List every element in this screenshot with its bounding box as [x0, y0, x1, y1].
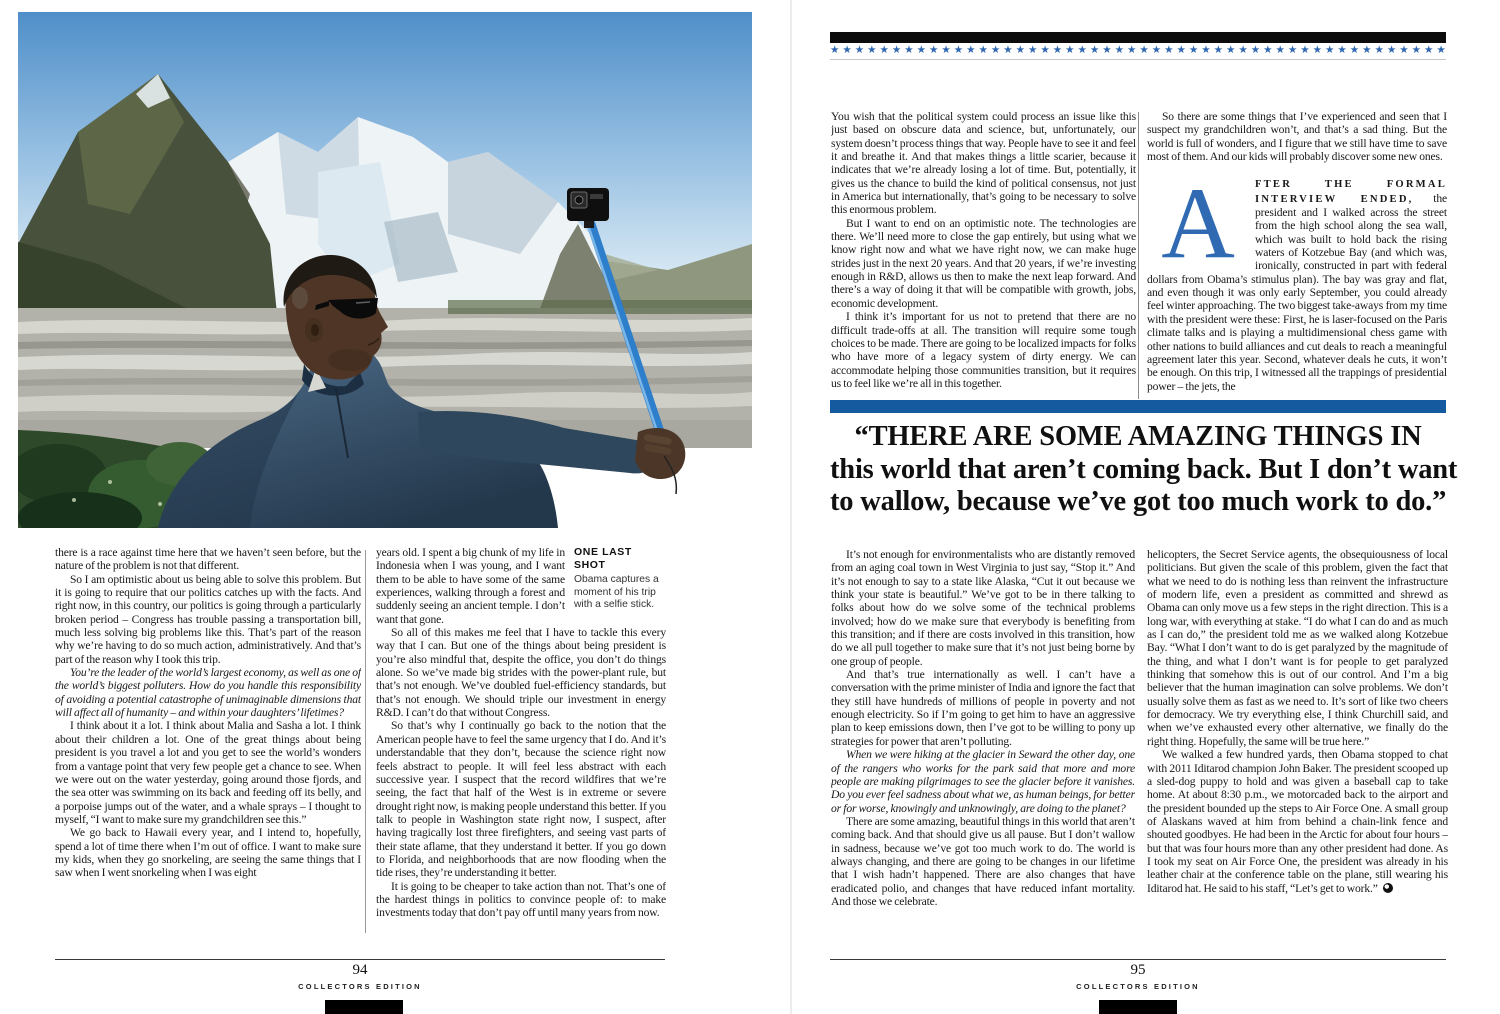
paragraph: So all of this makes me feel that I have to tackle this every way that I can. But one of the things about being president is you’re also mindful that, despite the office, you don’t do things alone. So we’ve made big strides with the power-plant rule, but that’s not enough. We’ve doubled fuel-efficiency standards, but that’s not enough. We should triple our investment in energy R&D. I can’t do that without Congress. — [376, 626, 666, 720]
star-icon: ★ — [1151, 44, 1162, 56]
star-icon: ★ — [1411, 44, 1422, 56]
star-icon: ★ — [916, 44, 927, 56]
right-top-column-rule — [1138, 112, 1139, 399]
paragraph: It’s not enough for environmentalists who are distantly removed from an aging coal town in West Virginia to just say, “Stop it.” And it’s not enough to say to a state like Alaska, “Cut it out because we think your state is beautiful.” We’ve got to be in there talking to folks about how do we solve some of the technical problems involved; how do we make sure that everybody is benefiting from this transition; and if there are costs involved in this transition, how do we all pull together to make sure that it’s not just being borne by one group of people. — [831, 548, 1135, 668]
star-icon: ★ — [1127, 44, 1137, 56]
paragraph: But I want to end on an optimistic note. The technologies are there. We’ll need more to close the gap entirely, but using what we know right now and what we have right now, we can make huge strides just in the next 20 years. And that 20 years, if we’re investing enough in R&D, allows us then to make the next leap forward. And there’s a way of doing it that will be compatible with growth, jobs, economic development. — [831, 216, 1136, 310]
drop-cap-letter: A — [1161, 167, 1235, 281]
paragraph: There are some amazing, beautiful things in this world that aren’t coming back. And that should give us all pause. But I don’t wallow in sadness, because we’ve got too much work to do. The world is always changing, and there are going to be changes in our lifetime that I wish hadn’t happened. There are also changes that have eradicated polio, and changes that have reduced infant mortality. And those we celebrate. — [831, 814, 1135, 908]
paragraph: So there are some things that I’ve experienced and seen that I suspect my grandchildren won’t, and that’s a sad thing. But the world is full of wonders, and I figure that we still have time to save most of them. And our kids will probably discover some new ones. — [1147, 110, 1447, 164]
left-footer-mark — [325, 1000, 403, 1014]
left-footer-rule — [55, 959, 665, 960]
right-page-top-right-column — [1147, 110, 1447, 402]
ear-inner — [311, 324, 319, 336]
star-icon: ★ — [1287, 44, 1298, 56]
photo-caption — [574, 546, 666, 612]
star-icon: ★ — [1386, 44, 1397, 56]
star-icon: ★ — [842, 44, 852, 56]
star-icon: ★ — [990, 44, 1001, 56]
star-icon: ★ — [1003, 44, 1013, 56]
right-edition-label: COLLECTORS EDITION — [1076, 982, 1200, 991]
gray-hair-fleck — [292, 287, 308, 309]
star-icon: ★ — [1300, 44, 1310, 56]
left-column-rule — [365, 550, 366, 933]
star-icon: ★ — [1028, 44, 1038, 56]
star-icon: ★ — [1089, 44, 1100, 56]
left-page-column-1 — [55, 546, 361, 938]
star-band-rule — [830, 59, 1446, 60]
star-icon: ★ — [1312, 44, 1323, 56]
star-icon: ★ — [1325, 44, 1335, 56]
paragraph: I think it’s important for us not to pretend that there are no difficult trade-offs at all. The transition will require some tough choices to be made. There are going to be localized impacts for folks who have more of a legacy system of dirty energy. We can accommodate helping those communities transition, but it requires us to feel like we’re all in this together. — [831, 310, 1136, 390]
star-icon: ★ — [1015, 44, 1026, 56]
star-icon: ★ — [1164, 44, 1174, 56]
paragraph: So that’s why I continually go back to the notion that the American people have to feel the same urgency that I do. And it’s understandable that they don’t, because the science right now feels abstract to people. It will feel less abstract with each successive year. I suspect that the record wildfires that we’re seeing, the fact that half of the West is in extreme or severe drought right now, is making people understand this better. If you talk to people in Washington state right now, I suspect, after having tragically lost three firefighters, and seeing vast parts of their state aflame, that they understand it better. If you go down to Florida, and neighborhoods that are now flooding when the tide rises, they’re understanding it better. — [376, 719, 666, 880]
star-icon: ★ — [830, 44, 840, 56]
star-icon: ★ — [978, 44, 988, 56]
pull-quote-line: “THERE ARE SOME AMAZING THINGS IN — [854, 421, 1422, 452]
star-icon: ★ — [891, 44, 902, 56]
paragraph: It is going to be cheaper to take action than not. That’s one of the hardest things in politics to convince people of: to make investments today that don’t pay off until many years from now. — [376, 879, 666, 920]
pull-quote-line: this world that aren’t coming back. But I don’t want — [830, 453, 1458, 485]
paragraph: years old. I spent a big chunk of my life in Indonesia when I was young, and I want them to be able to have some of the same experiences, walking through a forest and suddenly seeing an ancient temple. I don’t want that gone. — [376, 546, 565, 626]
paragraph: I think about it a lot. I think about Malia and Sasha a lot. I think about their children a lot. One of the great things about being president is you travel a lot and you get to see the world’s wonders from a vantage point that very few people get a chance to see. When we were out on the water yesterday, going around those fjords, and the sea otter was swimming on its back and feeding off its belly, and a porpoise jumps out of the water, and a whale sprays – I thought to myself, “I want to make sure my grandchildren see this.” — [55, 719, 361, 826]
star-icon: ★ — [1337, 44, 1347, 56]
star-icon: ★ — [1201, 44, 1211, 56]
paragraph: We go back to Hawaii every year, and I intend to, hopefully, spend a lot of time there when I’m out of office. I want to make sure my kids, when they go snorkeling, are seeing the same things that I saw when I went snorkeling when I was eight — [55, 826, 361, 880]
right-page-bottom-right-column — [1147, 548, 1448, 948]
right-footer-mark — [1099, 1000, 1177, 1014]
left-edition-label: COLLECTORS EDITION — [298, 982, 422, 991]
star-icon: ★ — [1188, 44, 1199, 56]
star-icon: ★ — [1176, 44, 1186, 56]
pull-quote — [830, 421, 1458, 519]
paragraph: helicopters, the Secret Service agents, the obsequiousness of local politicians. But given the scale of this problem, given the fact that what we need to do is nothing less than reinvent the infrastructure of modern life, even a president as committed and shrewd as Obama can only move us a few steps in the right direction. This is a long war, with everything at stake. “I do what I can do and as much as I can do,” the president told me as we walked along Kotzebue Bay. “What I don’t want to do is get paralyzed by the magnitude of the thing, and what I don’t want is for people to get paralyzed thinking that somehow this is out of our control. And I’m a big believer that the human imagination can solve problems. We don’t usually solve them as fast as we need to. It’s sort of like two cheers for democracy. We try everything else, I think Churchill said, and when we’ve exhausted every other alternative, we finally do the right thing. Hopefully, the same will be true here.” — [1147, 548, 1448, 748]
star-icon: ★ — [854, 44, 865, 56]
caption-body: Obama captures a moment of his trip with a selfie stick. — [574, 574, 659, 611]
star-icon: ★ — [941, 44, 951, 56]
star-icon: ★ — [1040, 44, 1050, 56]
star-icon: ★ — [1275, 44, 1285, 56]
paragraph: We walked a few hundred yards, then Obama stopped to chat with 2011 Iditarod champion John Baker. The president scooped up a sled-dog puppy to hold and was given a baseball cap to take home. At about 8:30 p.m., we motorcaded back to the airport and the president bounded up the steps to Air Force One. A small group of Alaskans waved at him from behind a chain-link fence and shouted goodbyes. He had been in the Arctic for about four hours – but that was four hours more than any other president had done. As I took my seat on Air Force One, the president was already in his leather chair at the conference table on the plane, still wearing his Iditarod hat. He said to his staff, “Let’s get to work.” — [1147, 748, 1448, 895]
star-icon: ★ — [1424, 44, 1434, 56]
right-page-number: 95 — [1130, 962, 1146, 978]
star-icon: ★ — [1436, 44, 1446, 56]
lead-in-text: FTER THE FORMAL INTERVIEW ENDED, — [1255, 179, 1447, 205]
beard-shadow — [328, 349, 372, 371]
star-icon: ★ — [904, 44, 914, 56]
star-icon: ★ — [1238, 44, 1248, 56]
lens-highlight — [356, 302, 370, 303]
star-icon: ★ — [1077, 44, 1087, 56]
star-icon: ★ — [1349, 44, 1360, 56]
star-border — [830, 43, 1446, 58]
right-footer-rule — [830, 959, 1446, 960]
star-icon: ★ — [867, 44, 877, 56]
left-page-column-2 — [376, 546, 666, 926]
star-icon: ★ — [1065, 44, 1075, 56]
left-page-number: 94 — [352, 962, 368, 978]
paragraph: there is a race against time here that we haven’t seen before, but the nature of the problem is not that different. — [55, 546, 361, 573]
star-icon: ★ — [1362, 44, 1372, 56]
pull-quote-line: to wallow, because we’ve got too much work to do.” — [830, 486, 1447, 518]
star-icon: ★ — [1213, 44, 1224, 56]
right-page-bottom-left-column — [831, 548, 1135, 948]
star-icon: ★ — [953, 44, 964, 56]
paragraph: You’re the leader of the world’s largest economy, as well as one of the world’s biggest polluters. How do you handle this responsibility of avoiding a potential catastrophe of unimaginable dimensions that will affect all of humanity – and within your daughters’ lifetimes? — [55, 666, 361, 720]
star-icon: ★ — [879, 44, 889, 56]
paragraph: When we were hiking at the glacier in Seward the other day, one of the rangers who works for the park said that more and more people are making pilgrimages to see the glacier before it vanishes. Do you ever feel sadness about what we, as human beings, for better or for worse, knowingly and unknowingly, are doing to the planet? — [831, 748, 1135, 815]
paragraph: And that’s true internationally as well. I can’t have a conversation with the prime minister of India and ignore the fact that they still have hundreds of millions of people in poverty and not enough electricity. So if I’m going to get him to have an aggressive plan to keep emissions down, then I’ve got to be willing to pony up strategies for power that aren’t polluting. — [831, 668, 1135, 748]
end-mark-icon — [1383, 883, 1393, 893]
star-icon: ★ — [1263, 44, 1273, 56]
star-icon: ★ — [1114, 44, 1125, 56]
page-fold — [790, 0, 792, 1014]
right-page-top-left-column — [831, 110, 1136, 400]
paragraph: A FTER THE FORMAL INTERVIEW ENDED, the president and I walked across the street from the high school along the sea wall, which was built to hold back the rising waters of Kotzebue Bay (and which was, ironically, constructed in part with federal dollars from Obama’s stimulus plan). The bay was gray and flat, and even though it was only early September, you could already feel winter approaching. The two biggest take-aways from my time with the president were these: First, he is laser-focused on the Paris climate talks and is playing a multidimensional chess game with other nations to build alliances and cut deals to reach a meaningful agreement later this year. Second, whatever deals he cuts, it won’t be enough. On this trip, I witnessed all the trappings of presidential power – the jets, the — [1147, 167, 1447, 393]
star-icon: ★ — [1374, 44, 1384, 56]
star-icon: ★ — [1250, 44, 1261, 56]
star-icon: ★ — [1399, 44, 1409, 56]
obama-glacier-photo — [18, 12, 752, 528]
top-black-bar — [830, 32, 1446, 43]
star-icon: ★ — [1139, 44, 1149, 56]
star-icon: ★ — [1052, 44, 1063, 56]
caption-title: ONE LAST SHOT — [574, 546, 632, 571]
star-icon: ★ — [966, 44, 976, 56]
feature-photo-obama-selfie-stick — [18, 12, 752, 528]
star-icon: ★ — [1226, 44, 1236, 56]
paragraph: You wish that the political system could process an issue like this just based on obscure data and science, but, unfortunately, our system doesn’t process things that way. People have to see it and feel it and breathe it. And that makes things a little scarier, because it indicates that we’re already losing a lot of time. But, potentially, it gives us the chance to build the kind of political consensus, not just in America but internationally, that’s going to be necessary to solve this enormous problem. — [831, 110, 1136, 217]
star-icon: ★ — [1102, 44, 1112, 56]
star-icon: ★ — [929, 44, 939, 56]
paragraph: So I am optimistic about us being able to solve this problem. But it is going to require that our politics catches up with the facts. And right now, in this country, our politics is going through a particularly broken period – Congress has trouble passing a transportation bill, much less solving big problems like this. That’s part of the reason why we’re having to do so much action, administratively. And that’s part of the reason why I took this trip. — [55, 572, 361, 666]
pull-quote-blue-bar — [830, 400, 1446, 413]
